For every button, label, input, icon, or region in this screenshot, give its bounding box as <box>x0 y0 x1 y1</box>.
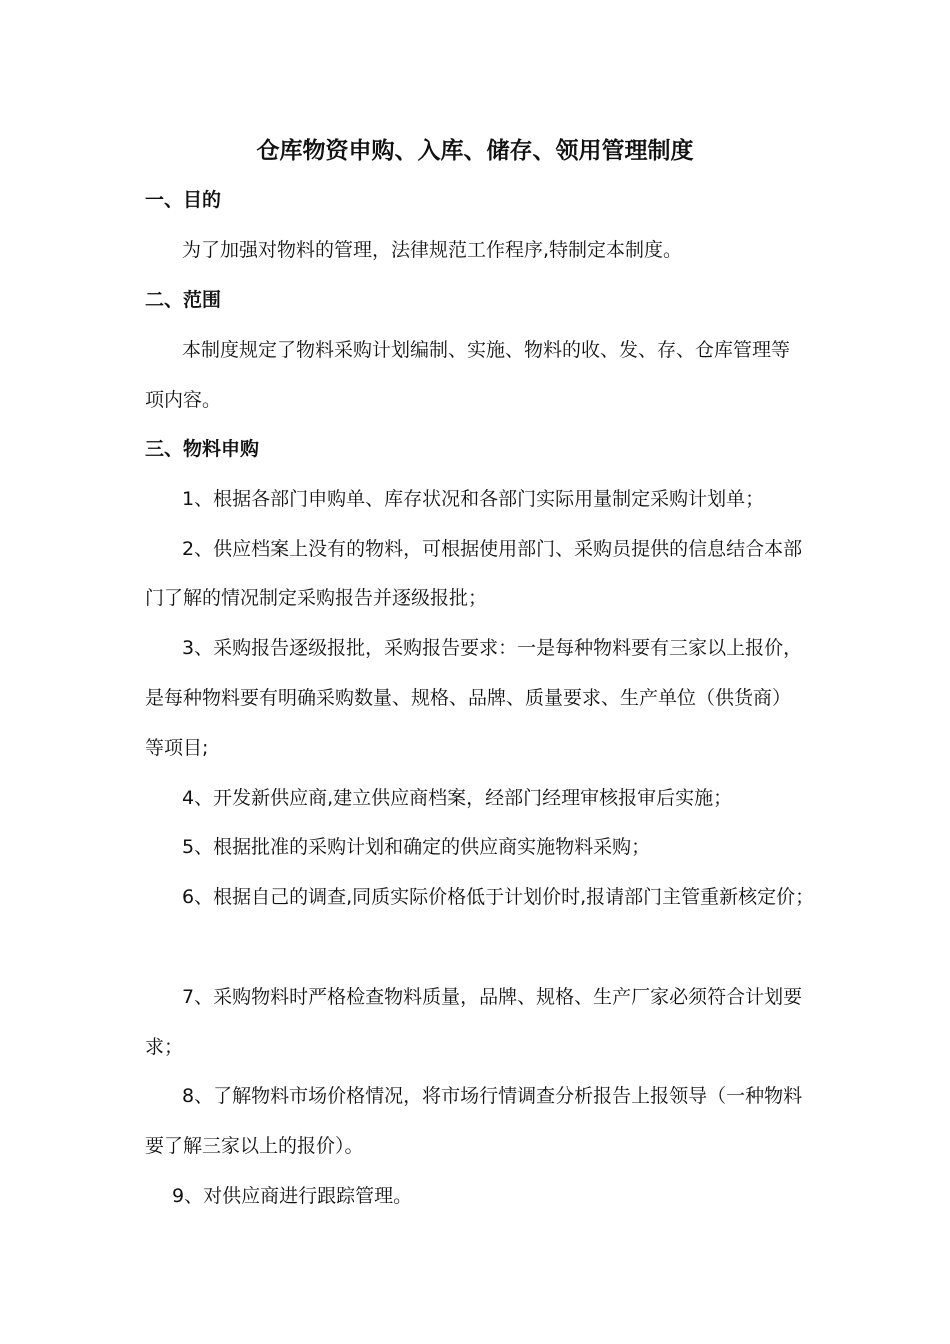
list-item-7: 7、采购物料时严格检查物料质量，品牌、规格、生产厂家必须符合计划要 <box>182 986 803 1008</box>
paragraph-line: 为了加强对物料的管理，法律规范工作程序,特制定本制度。 <box>182 239 683 261</box>
section-heading-purpose: 一、目的 <box>145 189 222 211</box>
list-item-8: 8、了解物料市场价格情况，将市场行情调查分析报告上报领导（一种物料 <box>182 1085 803 1107</box>
list-item-5: 5、根据批准的采购计划和确定的供应商实施物料采购； <box>182 836 651 858</box>
section-heading-procurement: 三、物料申购 <box>145 438 260 460</box>
list-item-8-continued: 要了解三家以上的报价）。 <box>145 1135 364 1157</box>
paragraph-line: 本制度规定了物料采购计划编制、实施、物料的收、发、存、仓库管理等 <box>182 339 791 361</box>
list-item-7-continued: 求； <box>145 1036 184 1058</box>
list-item-4: 4、开发新供应商,建立供应商档案，经部门经理审核报审后实施； <box>182 787 733 809</box>
list-item-3-continued: 是每种物料要有明确采购数量、规格、品牌、质量要求、生产单位（供货商） <box>145 687 792 709</box>
list-item-6: 6、根据自己的调查,同质实际价格低于计划价时,报请部门主管重新核定价； <box>182 886 815 908</box>
list-item-9: 9、对供应商进行跟踪管理。 <box>172 1185 413 1207</box>
section-heading-scope: 二、范围 <box>145 289 222 311</box>
list-item-2: 2、供应档案上没有的物料，可根据使用部门、采购员提供的信息结合本部 <box>182 538 803 560</box>
list-item-2-continued: 门了解的情况制定采购报告并逐级报批； <box>145 587 488 609</box>
paragraph-line: 项内容。 <box>145 389 222 411</box>
list-item-3-continued: 等项目; <box>145 737 209 759</box>
list-item-1: 1、根据各部门申购单、库存状况和各部门实际用量制定采购计划单； <box>182 488 765 510</box>
document-title: 仓库物资申购、入库、储存、领用管理制度 <box>256 138 694 164</box>
list-item-3: 3、采购报告逐级报批，采购报告要求：一是每种物料要有三家以上报价， <box>182 637 803 659</box>
